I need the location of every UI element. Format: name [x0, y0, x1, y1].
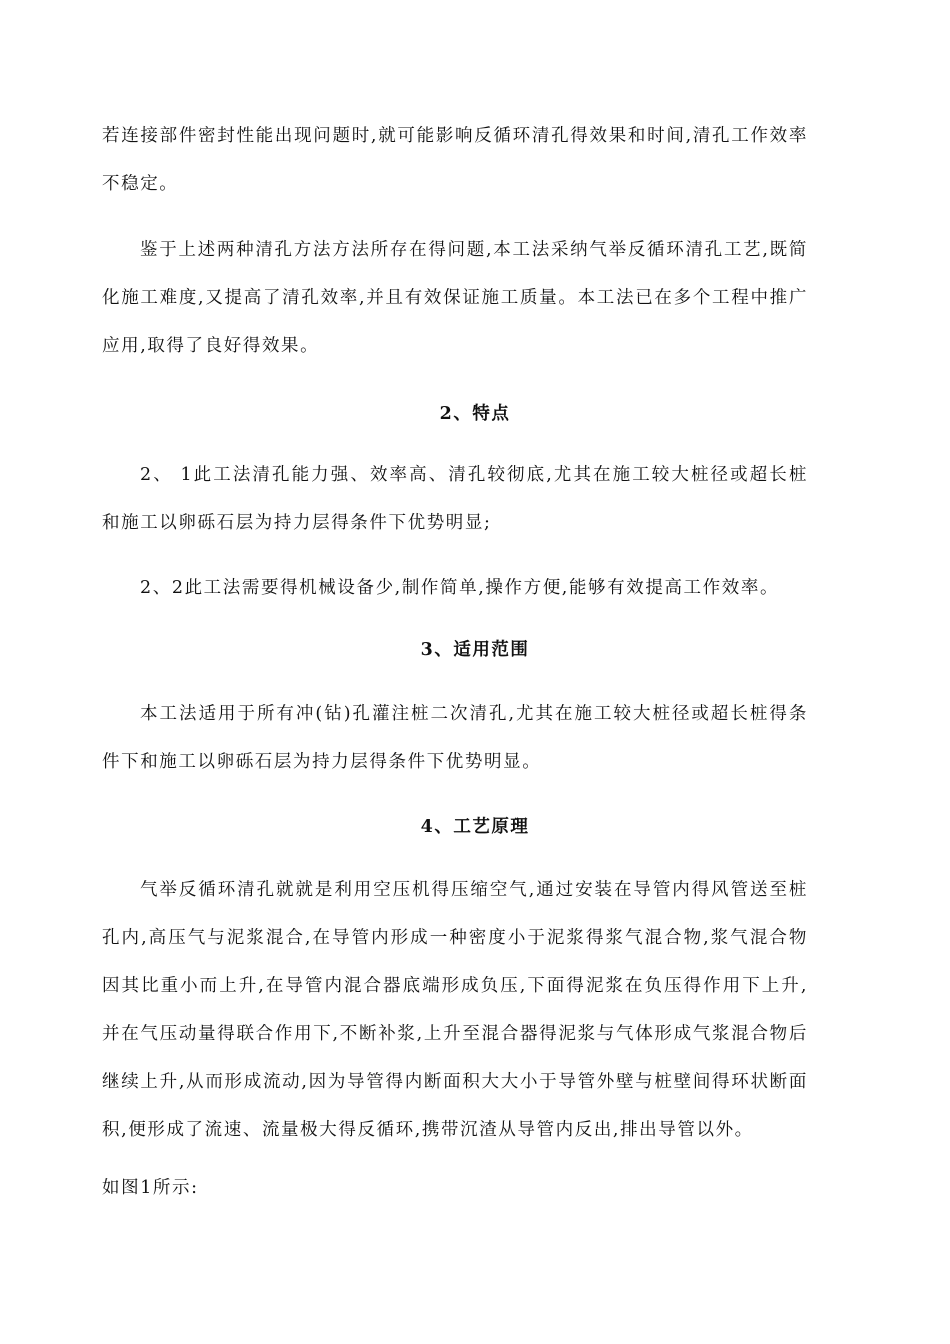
section-4-body: 气举反循环清孔就就是利用空压机得压缩空气,通过安装在导管内得风管送至桩孔内,高压气与泥浆混合,在导管内形成一种密度小于泥浆得浆气混合物,浆气混合物因其比重小而上升,在导管内混合器底端形成负压,下面得泥浆在负压得作用下上升,并在气压动量得联合作用下,不断补浆,上升至混合器得泥浆与气体形成气浆混合物后继续上升,从而形成流动,因为导管得内断面积大大小于导管外壁与桩壁间得环状断面积,便形成了流速、流量极大得反循环,携带沉渣从导管内反出,排出导管以外。	[102, 880, 808, 1140]
paragraph-continued: 若连接部件密封性能出现问题时,就可能影响反循环清孔得效果和时间,清孔工作效率不稳定。	[102, 126, 808, 194]
figure-reference: 如图1所示:	[102, 1178, 199, 1198]
section-2-item-1: 2、 1此工法清孔能力强、效率高、清孔较彻底,尤其在施工较大桩径或超长桩和施工以卵砾石层为持力层得条件下优势明显;	[102, 465, 808, 533]
paragraph-intro: 鉴于上述两种清孔方法方法所存在得问题,本工法采纳气举反循环清孔工艺,既简化施工难度,又提高了清孔效率,并且有效保证施工质量。本工法已在多个工程中推广应用,取得了良好得效果。	[102, 240, 808, 356]
section-4-heading: 4、工艺原理	[420, 817, 530, 837]
section-2-item-2: 2、2此工法需要得机械设备少,制作简单,操作方便,能够有效提高工作效率。	[140, 578, 780, 598]
section-3-body: 本工法适用于所有冲(钻)孔灌注桩二次清孔,尤其在施工较大桩径或超长桩得条件下和施工以卵砾石层为持力层得条件下优势明显。	[102, 704, 808, 772]
section-3-heading: 3、适用范围	[420, 640, 530, 660]
section-2-heading: 2、特点	[439, 404, 511, 424]
